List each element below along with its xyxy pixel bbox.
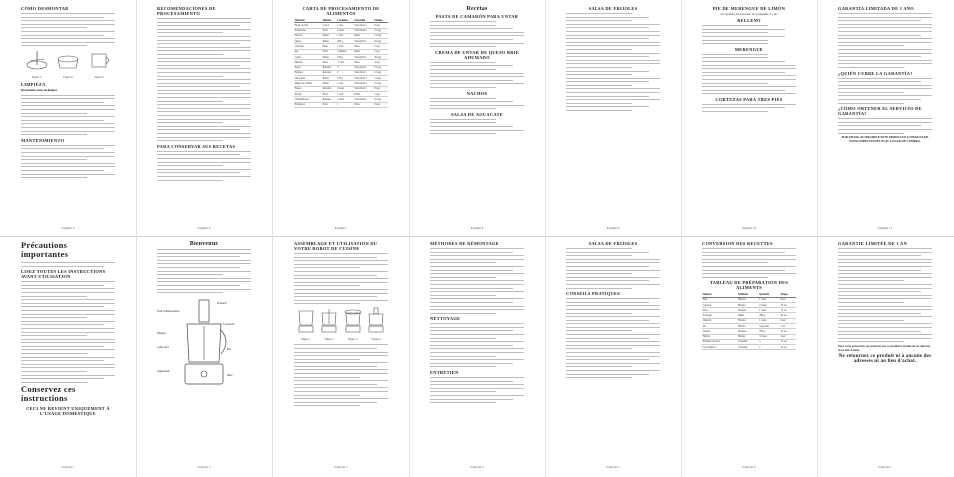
section-heading: Recetas (466, 6, 488, 12)
table-cell: Concombres (702, 345, 738, 350)
section-heading: ¿CÓMO OBTENER EL SERVICIO DE GARANTÍA? (838, 106, 922, 117)
table-cell: Perejil (294, 91, 322, 96)
table-cell: 30 seg (374, 54, 388, 59)
text-block (702, 25, 796, 44)
text-block (838, 118, 932, 133)
table-cell: Velocidad 1 (354, 97, 374, 102)
table-cell: Fromage (702, 313, 738, 318)
table-cell: Ajo (294, 49, 322, 54)
table-row (702, 345, 796, 350)
table-cell: 200 g (337, 39, 354, 44)
table-cell: 15 seg (374, 65, 388, 70)
table-cell: Pulso (354, 60, 374, 65)
table-cell: Velocidad 2 (354, 81, 374, 86)
table-cell: 1 taza (337, 81, 354, 86)
table-cell: 4 seg (374, 60, 388, 65)
page-number: Español 5 (61, 226, 75, 230)
section-heading: CONSEILS PRATIQUES (566, 291, 620, 297)
panel-assemblage (288, 241, 394, 471)
table-cell: Picar (322, 49, 337, 54)
table-cell: Miettes (738, 297, 759, 302)
table-body (702, 297, 796, 350)
table-cell: Velocidad 2 (354, 39, 374, 44)
panel-precautions (15, 241, 121, 471)
table-cell: Hacher (738, 324, 759, 329)
table-cell: Velocidad 1 (354, 65, 374, 70)
section-heading: NETTOYAGE (430, 316, 461, 322)
diagram-label: Adaptateur (157, 369, 170, 373)
table-cell: Picar (322, 91, 337, 96)
figure (24, 49, 50, 79)
preparation-table (702, 292, 796, 350)
recipe-title: PIE DE MERENGUE DE LIMÓN (712, 6, 786, 11)
table-cell: 15 seg (374, 76, 388, 81)
column-divider (545, 0, 546, 477)
diagram-label: Lame en S (157, 345, 169, 349)
table-cell: 2 (337, 70, 354, 75)
text-block (157, 249, 251, 293)
table-cell: 12 seg (374, 70, 388, 75)
table-cell: 1 tasse (758, 308, 779, 313)
assembly-step-illustration (366, 307, 386, 333)
column-header: Temps (780, 292, 796, 297)
table-cell: 100 g (337, 76, 354, 81)
page-number: Español 10 (741, 226, 757, 230)
table-cell: 6 seg (374, 44, 388, 49)
table-cell: 5 sec (780, 324, 796, 329)
text-block (702, 104, 796, 112)
figure (319, 307, 339, 341)
table-cell: Moler (322, 81, 337, 86)
table-cell: Pepinos (294, 70, 322, 75)
table-cell: Herbes (702, 334, 738, 339)
assembly-step-illustration (343, 307, 363, 333)
table-cell: Picar (322, 102, 337, 107)
column-divider (136, 0, 137, 477)
page-number: Français 7 (878, 465, 892, 469)
table-cell: Carne (294, 54, 322, 59)
table-cell: 1 tasse (758, 297, 779, 302)
text-block (430, 119, 524, 134)
warranty-notice: Pour votre protection, ne retournez pas ce produit à aucune de ces adresses ni au lieu d'achat. (838, 344, 931, 352)
table-cell: Noix (702, 308, 738, 313)
section-heading: ASSEMBLAGE ET UTILISATION DU VOTRE ROBOT DE CUISINE (294, 241, 378, 251)
page-number: Français 4 (470, 465, 484, 469)
blade-removal-illustration (24, 49, 50, 71)
table-cell: Velocidad 1 (354, 70, 374, 75)
panel-salsa-frijoles-fr (560, 241, 666, 471)
table-cell: ½ tasse (758, 334, 779, 339)
table-cell: 30 sec (780, 329, 796, 334)
table-cell: 3 (337, 65, 354, 70)
page-number: Français 2 (197, 465, 211, 469)
table-cell: 8 sec (780, 297, 796, 302)
table-cell: Chocolate (294, 76, 322, 81)
table-cell: Trancher (738, 339, 759, 344)
text-block (702, 54, 796, 95)
figure-caption: Figura 7 (94, 76, 105, 80)
figure (296, 307, 316, 341)
section-heading: CECI NE REVIENT UNIQUEMENT À L'USAGE DOMESTIQUE (26, 406, 110, 417)
table-cell: Râper (738, 313, 759, 318)
text-block (430, 62, 524, 88)
section-heading: PARA CONSERVAR SUS RECETAS (157, 143, 236, 149)
text-block (21, 281, 115, 383)
column-header: Quantité (758, 292, 779, 297)
diagram-label: Bol (227, 347, 232, 351)
page-number: Español 9 (606, 226, 620, 230)
table-cell: Velocidad 2 (354, 76, 374, 81)
processing-table (294, 18, 388, 108)
table-cell: 2 tazas (337, 28, 354, 33)
table-cell: 1 taza (337, 23, 354, 28)
table-cell: Rebanar (322, 97, 337, 102)
table-cell: Pommes de terre (702, 339, 738, 344)
section-heading: ¿QUIÉN CUBRE LA GARANTÍA? (838, 70, 913, 76)
page-title: Conservez ces instructions (21, 384, 76, 404)
table-cell: Migas de Galleta (294, 81, 322, 86)
section-heading: GARANTÍA LIMITADA DE 1 AÑO (838, 6, 915, 11)
panel-garantie (832, 241, 938, 471)
figure-caption: Figure 4 (371, 338, 381, 342)
table-cell: 1 taza (337, 44, 354, 49)
table-cell: Pimientos (294, 102, 322, 107)
panel-conversion (696, 241, 802, 471)
table-cell: Trancher (738, 345, 759, 350)
table-cell: 5 seg (374, 49, 388, 54)
table-cell: Hierbas (294, 60, 322, 65)
text-block (838, 78, 932, 104)
page-number: Français 1 (61, 465, 75, 469)
table-cell: Picar (322, 60, 337, 65)
section-heading: LISEZ TOUTES LES INSTRUCTIONS AVANT UTILISATION (21, 269, 106, 280)
assembly-step-illustration (319, 307, 339, 333)
table-cell: Cebollas (294, 44, 322, 49)
table-body (294, 23, 388, 108)
text-block (430, 21, 524, 47)
table-cell: 10 seg (374, 28, 388, 33)
page-number: Español 8 (470, 226, 484, 230)
table-cell: Rebanar (322, 86, 337, 91)
column-header: Méthode (738, 292, 759, 297)
recipe-title: CREMA DE UNTAR DE QUESO BRIE AHUMADO (435, 49, 519, 60)
figure (343, 307, 363, 341)
warranty-notice: POR FAVOR, NO REGRESE ESTE PRODUCTO A NINGUNA DE ESTAS DIRECCIONES NI AL LUGAR DE COMPRA. (841, 135, 929, 143)
figure-caption: Figure 1 (301, 338, 311, 342)
figure (366, 307, 386, 341)
table-cell: Nueces (294, 33, 322, 38)
section-heading: MÉTHODES DE DÉMONTAGE (430, 241, 499, 246)
return-warning: Ne retournez ce produit ni à aucune des adresses ni au lieu d'achat. (838, 353, 932, 365)
recipe-subheading: CORTEZAS PARA TRES PIES (715, 96, 783, 102)
table-cell: 1 tasse (758, 318, 779, 323)
table-cell: 15 sec (780, 339, 796, 344)
table-cell: 10 seg (374, 81, 388, 86)
column-divider (681, 0, 682, 477)
column-divider (817, 0, 818, 477)
recipe-subheading: RELLENO (737, 18, 761, 24)
recipe-title: SALSA DE AGUACATE (451, 111, 503, 117)
panel-demontage (424, 241, 530, 471)
table-cell: Carottes (702, 302, 738, 307)
section-heading: CONVERSION DES RECETTES (702, 241, 773, 246)
figure-row (21, 49, 115, 79)
text-block (21, 262, 115, 267)
recipe-title: NACHOS (466, 90, 488, 96)
table-cell: Papas (294, 65, 322, 70)
table-cell: 15 sec (780, 308, 796, 313)
panel-salsa-frijoles (560, 6, 666, 232)
table-cell: Velocidad 1 (354, 86, 374, 91)
table-title: TABLEAU DE PRÉPARATION DES ALIMENTS (709, 280, 789, 291)
figure-caption: Figure 2 (324, 338, 334, 342)
column-header: Método (322, 18, 337, 23)
section-heading: MANTENIMIENTO (21, 137, 65, 143)
panel-recetas (424, 6, 530, 232)
table-cell: Queso (294, 39, 322, 44)
panel-carta-procesamiento (288, 6, 394, 232)
page-number: Français 6 (742, 465, 756, 469)
table-cell: Pulso (354, 102, 374, 107)
table-cell: 6 sec (780, 318, 796, 323)
table-cell: Pulso (354, 91, 374, 96)
table-cell: 3 (758, 339, 779, 344)
recipe-subtitle: Un soplador para hornear de 9 pulgadas, ó 1 pie (720, 12, 778, 16)
table-cell: Pain (702, 297, 738, 302)
table-cell: 250 g (337, 54, 354, 59)
table-cell: Moler (322, 54, 337, 59)
diagram-label: Tube d'alimentation (157, 309, 180, 313)
section-heading: Bienvenue (189, 241, 219, 247)
text-block (430, 377, 524, 403)
table-cell: Pulso (354, 44, 374, 49)
table-cell: 5 seg (374, 91, 388, 96)
table-cell: Viande (702, 329, 738, 334)
table-cell: Velocidad 2 (354, 54, 374, 59)
panel-bienvenue (151, 241, 257, 471)
table-cell: 4 sec (780, 334, 796, 339)
table-cell: 4 gousses (758, 324, 779, 329)
assembly-step-illustration (296, 307, 316, 333)
table-cell: Zanahorias (294, 28, 322, 33)
table-cell: 250 g (758, 329, 779, 334)
text-block (157, 18, 251, 141)
table-cell: 6 seg (374, 102, 388, 107)
text-block (430, 323, 524, 367)
table-cell: Hacher (738, 302, 759, 307)
page-number: Français 5 (606, 465, 620, 469)
column-divider (409, 0, 410, 477)
table-cell: 10 sec (780, 302, 796, 307)
table-cell: Velocidad 1 (354, 23, 374, 28)
recipe-title: SALSA DE FRIJOLES (588, 241, 638, 246)
table-cell: 20 seg (374, 39, 388, 44)
panel-pie-limon (696, 6, 802, 232)
table-cell: 4 dientes (337, 49, 354, 54)
column-header: Tiempo (374, 18, 388, 23)
text-block (294, 253, 388, 304)
recipe-subheading: MERENGUE (734, 46, 764, 52)
table-cell: 2 tazas (337, 97, 354, 102)
column-header: Aliment (702, 292, 738, 297)
diagram-label: Base (227, 373, 233, 377)
figure-caption: Figure 3 (348, 338, 358, 342)
text-block (157, 151, 251, 181)
table-cell: 8 seg (374, 23, 388, 28)
table-cell: 1 (337, 102, 354, 107)
page-title: Précautions importantes (21, 241, 69, 259)
fold-line (0, 236, 954, 237)
table-cell: Rallar (322, 39, 337, 44)
table-cell: 12 sec (780, 345, 796, 350)
table-cell: ½ taza (337, 60, 354, 65)
table-cell: Cortar (322, 23, 337, 28)
table-cell: Rallar (322, 76, 337, 81)
page-number: Español 6 (197, 226, 211, 230)
bowl-removal-illustration (86, 49, 112, 71)
table-cell: Hacher (738, 334, 759, 339)
disc-removal-illustration (55, 49, 81, 71)
page-number: Español 7 (334, 226, 348, 230)
table-cell: 200 g (758, 313, 779, 318)
table-cell: 8 seg (374, 86, 388, 91)
diagram-label: Poussoir (217, 301, 227, 305)
text-block (838, 13, 932, 68)
section-heading: RECOMENDACIONES DE PROCESAMIENTO (157, 6, 216, 16)
table-cell: Ail (702, 324, 738, 329)
section-heading: CÓMO DESMONTAR (21, 6, 69, 11)
diagram-label: Disques (157, 331, 167, 335)
section-heading: GARANTIE LIMITÉE DE 1 AN (838, 241, 907, 246)
text-block (430, 98, 524, 110)
figure (55, 49, 81, 79)
text-block (21, 95, 115, 136)
table-cell: 2 (758, 345, 779, 350)
text-block (21, 13, 115, 46)
text-block (294, 344, 388, 406)
table-cell: 1 taza (337, 33, 354, 38)
recipe-title: SALSA DE FRIJOLES (588, 6, 638, 11)
text-block (566, 298, 660, 378)
panel-recomendaciones (151, 6, 257, 232)
table-cell: Hojas de Pan (294, 23, 322, 28)
text-block (702, 248, 796, 278)
section-heading: ENTRETIEN (430, 370, 459, 375)
table-cell: Oignons (702, 318, 738, 323)
column-header: Alimento (294, 18, 322, 23)
table-cell: 10 seg (374, 97, 388, 102)
diagram-label: Couvercle (223, 322, 235, 326)
table-cell: 1 taza (337, 91, 354, 96)
table-cell: 15 seg (374, 33, 388, 38)
text-block (566, 248, 660, 289)
recipe-title: PASTA DE CAMARÓN PARA UNTAR (435, 14, 519, 19)
table-cell: Velocidad 2 (354, 28, 374, 33)
figure-caption: Figura 6 (63, 76, 73, 80)
table-cell: 2 tazas (337, 86, 354, 91)
figure-row (294, 307, 388, 341)
table-cell: Moudre (738, 308, 759, 313)
table-cell: Hacher (738, 318, 759, 323)
table-cell: Picar (322, 28, 337, 33)
table-cell: Picar (322, 44, 337, 49)
table-cell: Pulso (354, 33, 374, 38)
column-header: Velocidad (354, 18, 374, 23)
section-heading: LIMPIEZA (21, 82, 46, 88)
column-header: Cantidad (337, 18, 354, 23)
emphasis-text: Desenchufe antes de limpiar. (21, 88, 58, 93)
table-cell: Champiñones (294, 97, 322, 102)
page-number: Français 3 (334, 465, 348, 469)
page-number: Español 11 (877, 226, 893, 230)
panel-como-desmontar (15, 6, 121, 232)
text-block (838, 248, 932, 342)
table-cell: Rebanar (322, 70, 337, 75)
table-cell: 2 tasses (758, 302, 779, 307)
table-cell: Rebanar (322, 65, 337, 70)
table-cell: 20 sec (780, 313, 796, 318)
text-block (430, 248, 524, 314)
table-cell: Pulso (354, 49, 374, 54)
column-divider (272, 0, 273, 477)
figure-caption: Figura 5 (31, 76, 42, 80)
table-cell: Moler (322, 33, 337, 38)
panel-garantia (832, 6, 938, 232)
figure (86, 49, 112, 79)
text-block (566, 13, 660, 111)
text-block (21, 145, 115, 178)
section-heading: CARTA DE PROCESAMIENTO DE ALIMENTOS (302, 6, 380, 16)
table-row (294, 102, 388, 107)
table-cell: Fresas (294, 86, 322, 91)
table-cell: Moudre (738, 329, 759, 334)
food-processor-diagram (157, 296, 251, 396)
